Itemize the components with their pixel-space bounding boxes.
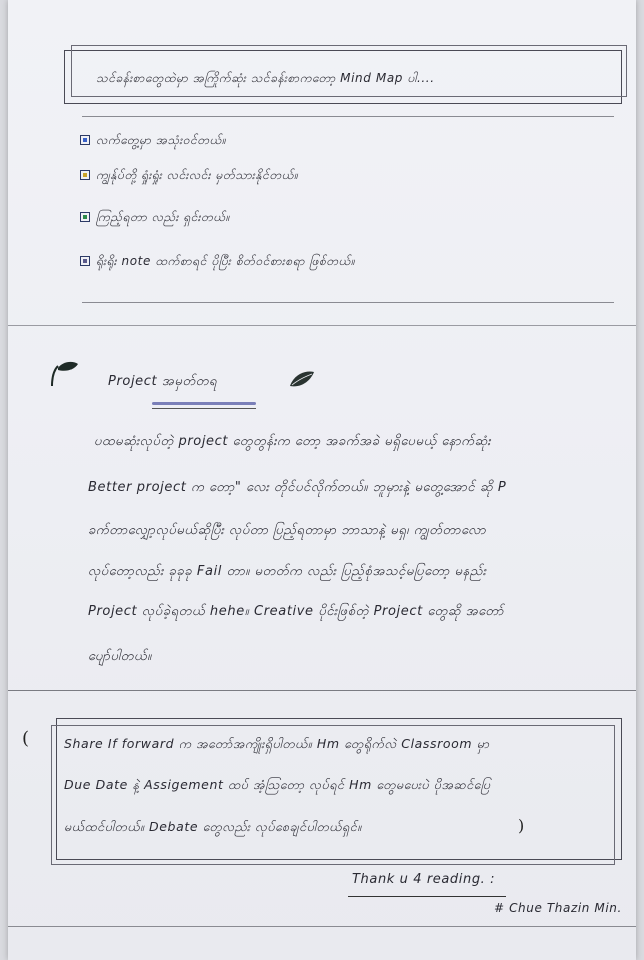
- checkbox-bullet-icon: [80, 135, 90, 145]
- heading-underline: [152, 402, 256, 405]
- closing-line: မယ်ထင်ပါတယ်။ Debate တွေလည်း လုပ်စေချင်ပါတယ်ရှင်။: [64, 819, 362, 834]
- author-signature: # Chue Thazin Min.: [494, 901, 622, 915]
- project-line: လုပ်တော့လည်း ခုခုခု Fail တာ။ မတတ်က လည်း ပြည့်စုံအသင့်မပြတော့ မနည်း: [88, 564, 487, 579]
- intro-title: သင်ခန်းစာတွေထဲမှာ အကြိုက်ဆုံး သင်ခန်းစာကတော့ Mind Map ပါ....: [96, 71, 435, 85]
- project-line: ပထမဆုံးလုပ်တဲ့ project တွေတွန်းက တော့ အခက်အခဲ မရှိပေမယ့် နောက်ဆုံး: [94, 434, 492, 449]
- section-divider: [8, 690, 636, 691]
- project-line: ပျော်ပါတယ်။: [88, 649, 152, 664]
- project-heading: Project အမှတ်တရ: [108, 374, 218, 389]
- checkbox-bullet-icon: [80, 170, 90, 180]
- project-line: ခက်တာလျှော့လုပ်မယ်ဆိုပြီး လုပ်တာ ပြည့်ရတာမှာ ဘာသာနဲ့ မရှ၊ ကျွတ်တာလော: [88, 523, 487, 538]
- intro-point: ကြည့်ရတာ လည်း ရှင်းတယ်။: [96, 210, 230, 224]
- open-bracket-mark: (: [22, 728, 30, 749]
- thanks-underline: [348, 896, 506, 897]
- thanks-note: Thank u 4 reading. :: [352, 872, 496, 887]
- project-line: Better project က တော့" လေး တိုင်ပင်လိုက်တယ်။ ဘူမှားနဲ့ မတွေ့အောင် ဆို P: [88, 480, 507, 495]
- bottom-divider: [8, 926, 636, 927]
- paper-sheet: [8, 0, 636, 960]
- heading-underline: [152, 408, 256, 409]
- close-bracket-mark: ): [518, 816, 525, 835]
- intro-point: ကျွန်ုပ်တို့ ရှုံးရှုံး လင်းလင်း မှတ်သားနိုင်တယ်။: [96, 168, 299, 182]
- intro-point: ရိုးရိုး note ထက်စာရင် ပိုပြီး စိတ်ဝင်စားစရာ ဖြစ်တယ်။: [96, 254, 356, 268]
- section-divider: [8, 325, 636, 326]
- divider-line: [82, 302, 614, 303]
- closing-line: Share If forward က အတော်အကျိုးရှိပါတယ်။ Hm တွေရိုက်လဲ Classroom မှာ: [64, 736, 490, 751]
- divider-line: [82, 116, 614, 117]
- intro-point: လက်တွေ့မှာ အသုံးဝင်တယ်။: [96, 133, 227, 147]
- project-line: Project လုပ်ခဲ့ရတယ် hehe။ Creative ပိုင်းဖြစ်တဲ့ Project တွေဆို အတော်: [88, 604, 504, 619]
- checkbox-bullet-icon: [80, 212, 90, 222]
- checkbox-bullet-icon: [80, 256, 90, 266]
- leaf-sprout-icon: [48, 360, 82, 388]
- leaf-icon: [288, 370, 316, 390]
- closing-line: Due Date နဲ့ Assigement ထပ် အံ့ဩတော့ လုပ်ရင် Hm တွေမပေးပဲ ပိုအဆင်ပြေ: [64, 777, 491, 792]
